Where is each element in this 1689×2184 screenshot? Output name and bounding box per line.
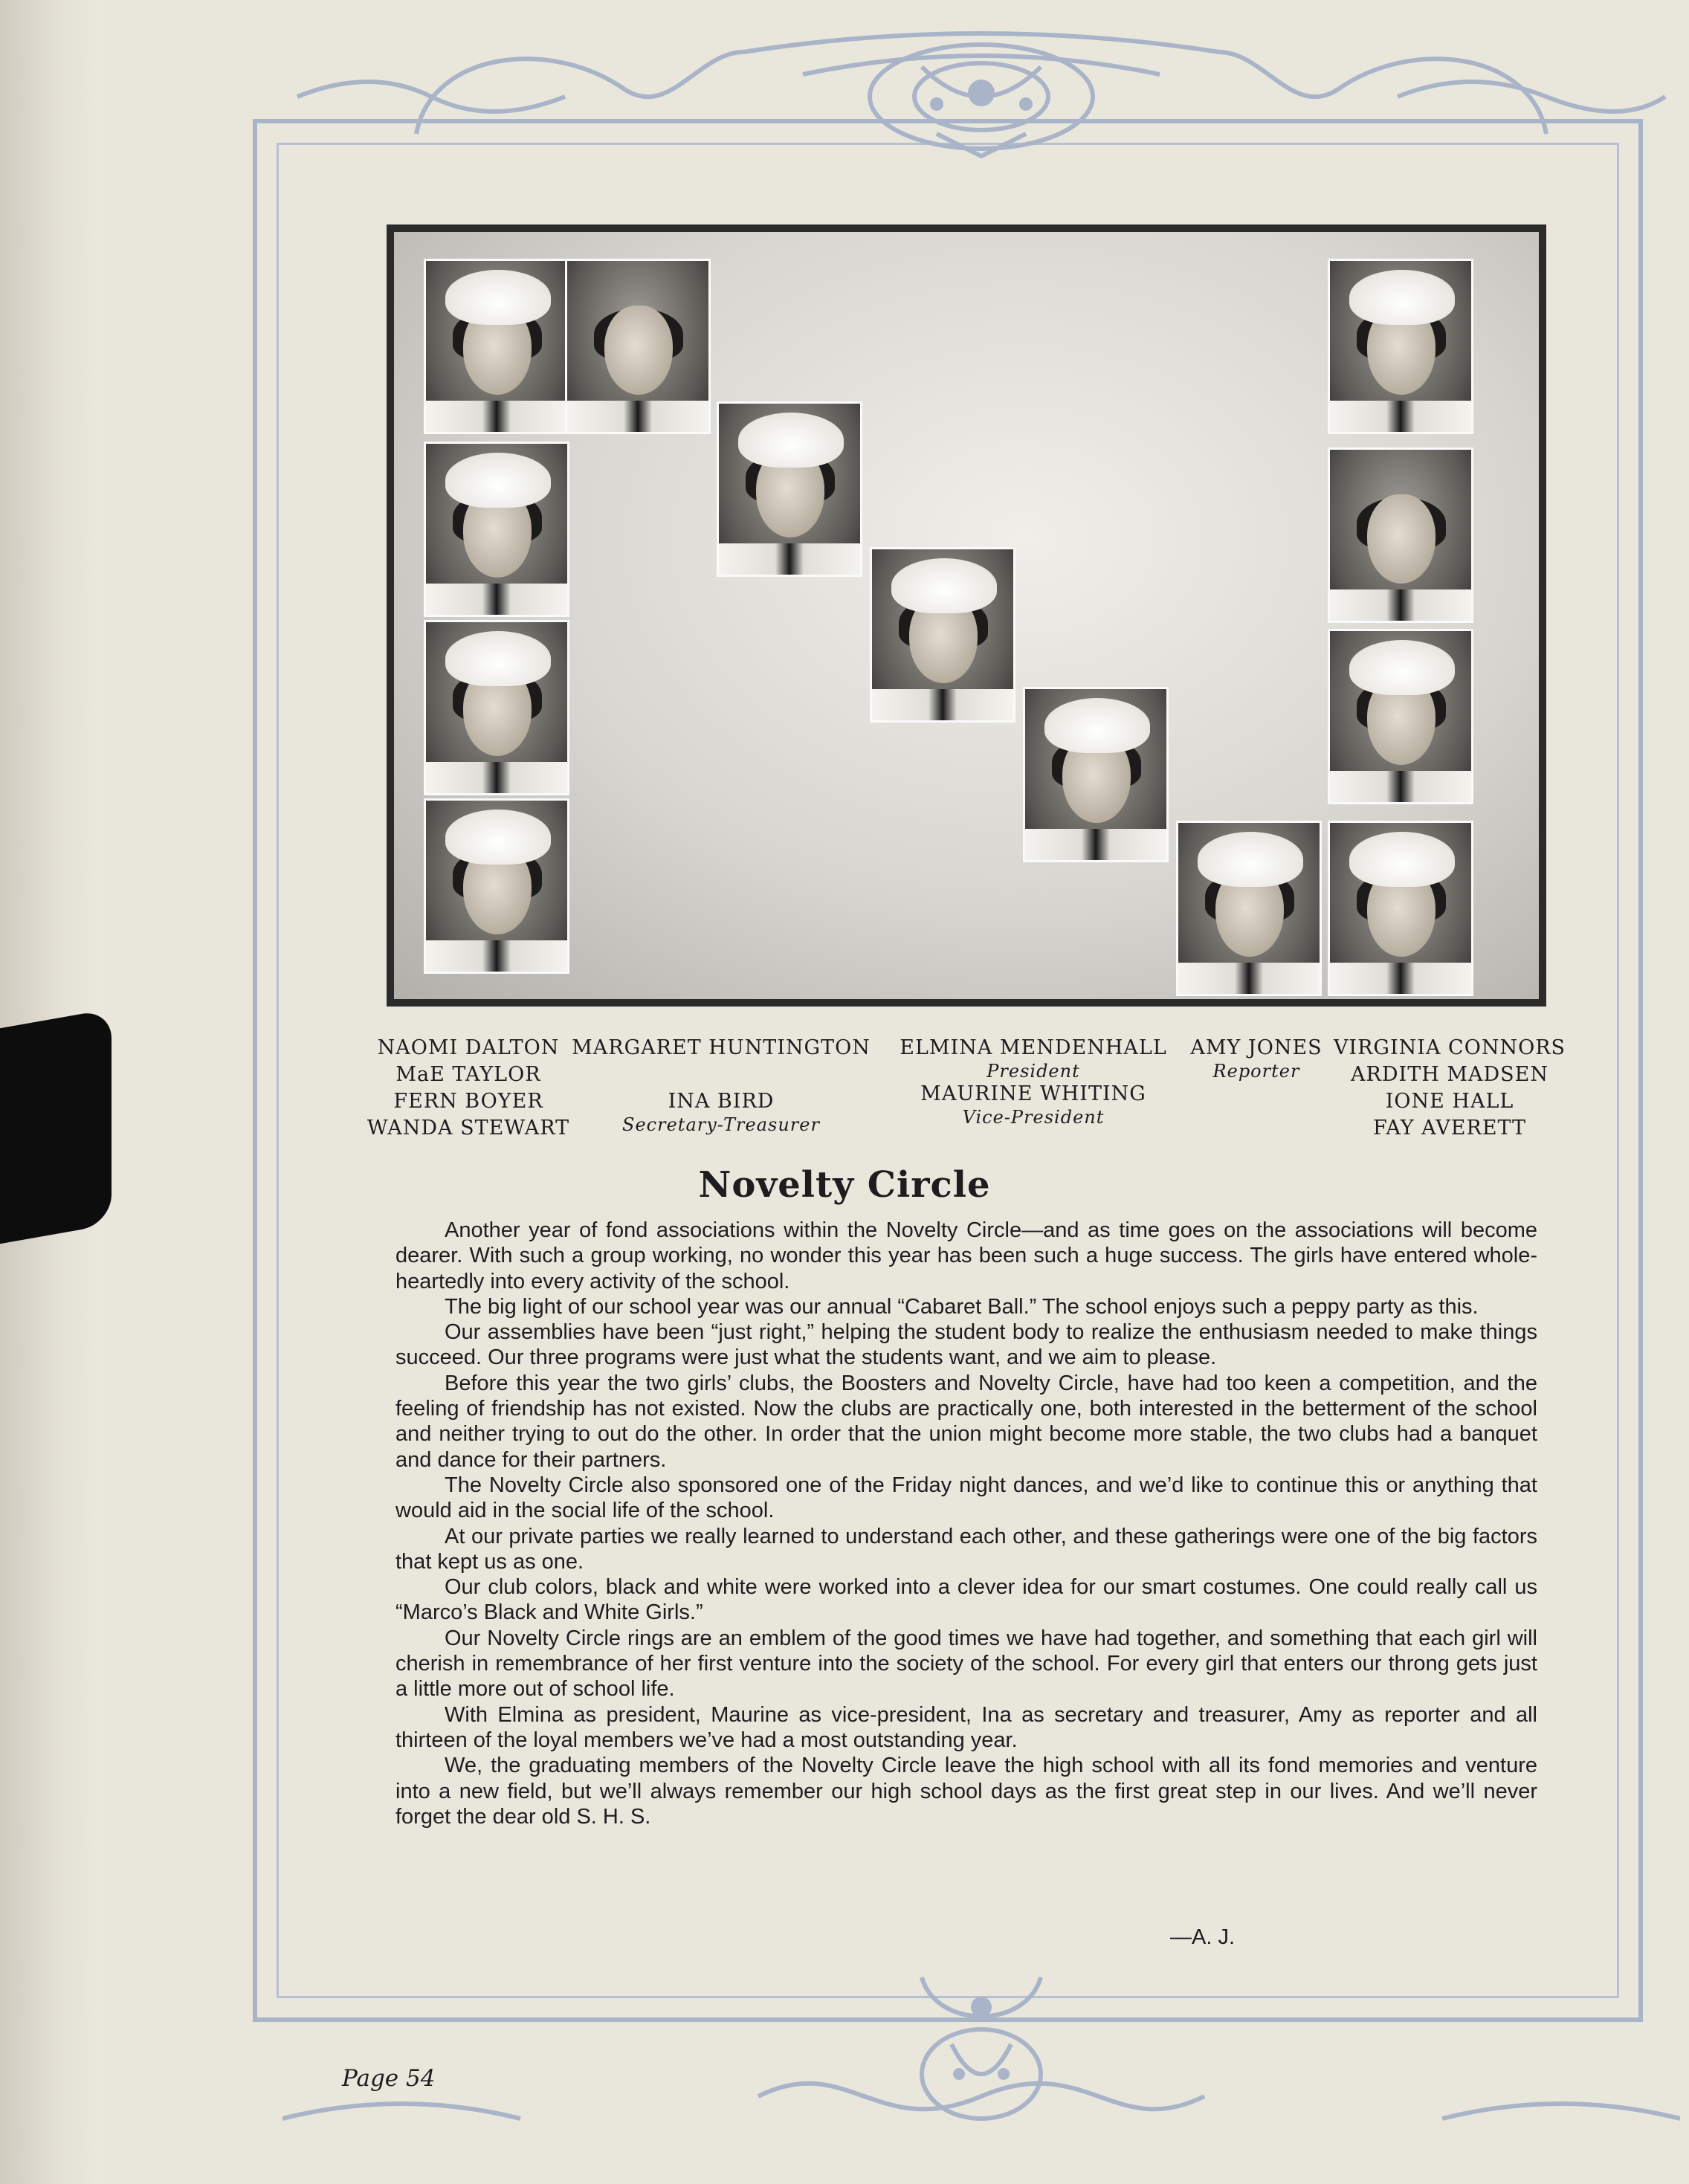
portrait-photo [424,798,569,974]
member-name: MARGARET HUNTINGTON [572,1036,871,1059]
portrait-photo [870,547,1015,723]
member-name: NAOMI DALTON [377,1036,560,1059]
top-scroll-ornament [282,22,1680,178]
portrait-photo [1328,259,1473,434]
member-role: Secretary-Treasurer [622,1114,820,1135]
portrait-photo [424,442,569,617]
member-role: Reporter [1212,1061,1300,1082]
article-paragraph: Our Novelty Circle rings are an emblem of the good times we have had together, and something that each girl will cherish in remembrance of her first venture into the society of the school. For every girl that enters our throng gets just a little more out of school life. [395,1626,1537,1702]
member-name: MaE TAYLOR [395,1063,541,1086]
portrait-photo [1176,821,1322,996]
article-paragraph: We, the graduating members of the Novelty Circle leave the high school with all its fond memories and venture into a new field, but we’ll always remember our high school days as the first great step in our lives. And we’ll never forget the dear old S. H. S. [395,1754,1537,1829]
name-column-fourth [1175,1035,1338,1081]
club-portrait-collage [387,224,1546,1007]
member-role: President [986,1061,1080,1082]
member-name: VIRGINIA CONNORS [1333,1036,1566,1059]
article-paragraph: Our club colors, black and white were worked into a clever idea for our smart costumes. One could really call us “Marco’s Black and White Girls.” [395,1575,1537,1625]
name-column-third [877,1035,1189,1127]
member-name: ELMINA MENDENHALL [900,1036,1167,1059]
author-signature: —A. J. [1170,1925,1236,1949]
binder-clip [0,1009,112,1244]
article-body [395,1218,1537,1829]
member-name: AMY JONES [1190,1036,1323,1059]
member-role: Vice-President [962,1107,1105,1128]
article-paragraph: Another year of fond associations within the Novelty Circle—and as time goes on the associations will become dearer. With such a group working, no wonder this year has been such a huge success. The girls have entered whole-heartedly into every activity of the school. [395,1218,1537,1293]
member-name: INA BIRD [668,1090,775,1113]
member-name: FAY AVERETT [1372,1117,1527,1140]
collage-background [394,232,1539,999]
portrait-photo [1328,629,1473,804]
portrait-photo [424,259,569,434]
portrait-photo [1328,821,1473,996]
portrait-photo [424,620,569,795]
member-name: ARDITH MADSEN [1351,1063,1548,1086]
bottom-scroll-ornament [282,1962,1680,2148]
name-column-left [357,1035,580,1142]
article-paragraph: The Novelty Circle also sponsored one of the Friday night dances, and we’d like to continue this or anything that would aid in the social life of the school. [395,1473,1537,1523]
member-name: IONE HALL [1385,1090,1514,1113]
member-names-caption [357,1035,1591,1146]
page-number: Page 54 [342,2065,436,2092]
portrait-photo [565,259,711,434]
article-paragraph: At our private parties we really learned to understand each other, and these gatherings were one of the big factors that kept us as one. [395,1524,1537,1574]
member-name: MAURINE WHITING [920,1082,1146,1105]
portrait-photo [1328,448,1473,623]
article-paragraph: Our assemblies have been “just right,” helping the student body to realize the enthusiasm needed to make things succeed. Our three programs were just what the students want, and we aim to please. [395,1320,1537,1370]
article-paragraph: Before this year the two girls’ clubs, the Boosters and Novelty Circle, have had too keen a competition, and the feeling of friendship has not existed. Now the clubs are practically one, both interested in the betterment of the school and neither trying to out do the other. In order that the union might become more stable, the two clubs had a banquet and dance for their partners. [395,1371,1537,1472]
article-title: Novelty Circle [698,1164,991,1206]
portrait-photo [1023,687,1169,862]
portrait-photo [717,401,862,577]
article-paragraph: With Elmina as president, Maurine as vice-president, Ina as secretary and treasurer, Amy as reporter and all thirteen of the loyal members we’ve had a most outstanding year. [395,1702,1537,1752]
name-column-second [565,1035,877,1134]
member-name: FERN BOYER [393,1090,543,1113]
article-paragraph: The big light of our school year was our annual “Cabaret Ball.” The school enjoys such a peppy party as this. [445,1294,1479,1319]
member-name: WANDA STEWART [366,1117,570,1140]
name-column-right [1323,1035,1576,1142]
